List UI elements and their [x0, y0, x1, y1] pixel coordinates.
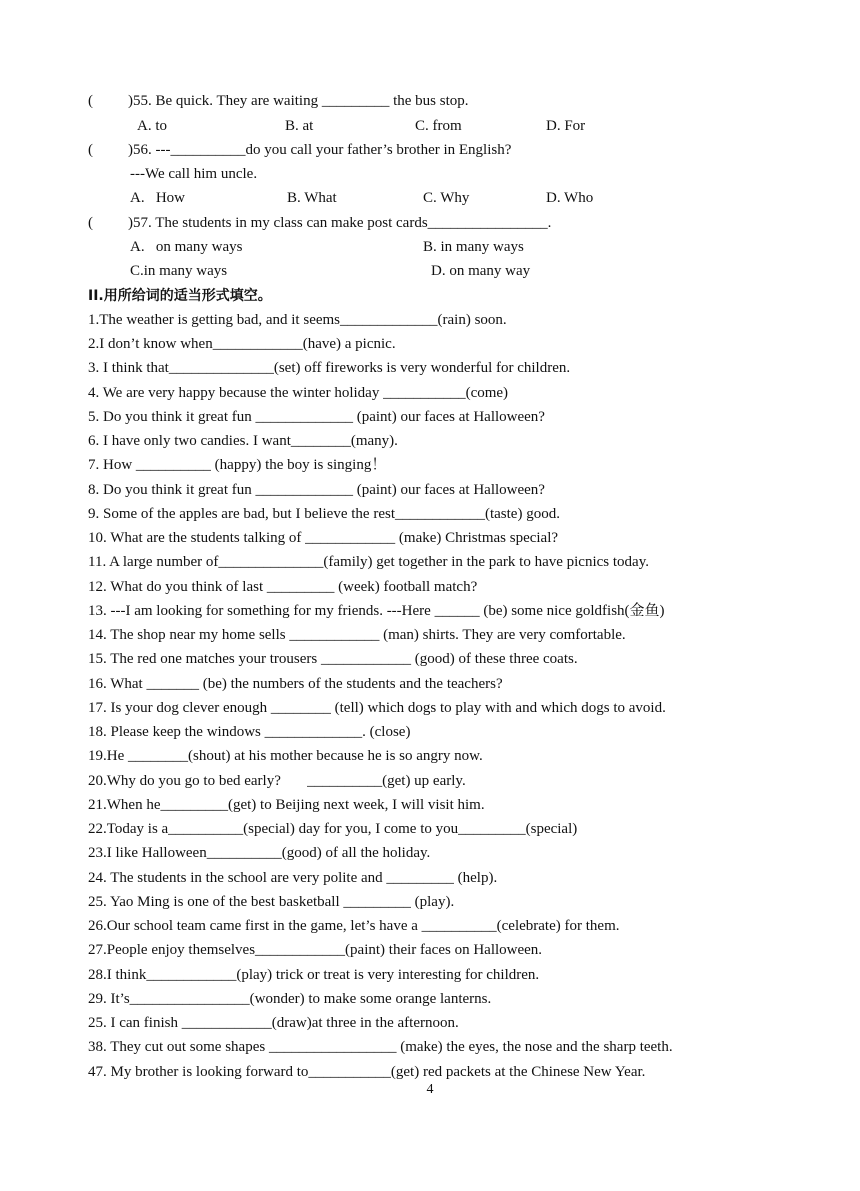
- fill-item-2: 2.I don’t know when____________(have) a picnic.: [88, 336, 396, 352]
- fill-item-10: 10. What are the students talking of ____________ (make) Christmas special?: [88, 530, 559, 546]
- fill-item-29: 29. It’s________________(wonder) to make some orange lanterns.: [88, 991, 492, 1007]
- fill-item-19: 19.He ________(shout) at his mother because he is so angry now.: [88, 748, 483, 764]
- paren-57: (: [88, 215, 93, 231]
- fill-item-22: 22.Today is a__________(special) day for you, I come to you_________(special): [88, 821, 578, 837]
- fill-item-11: 11. A large number of______________(family) get together in the park to have picnics today.: [88, 554, 649, 570]
- fill-item-25: 25. Yao Ming is one of the best basketball _________ (play).: [88, 894, 455, 910]
- fill-item-9: 9. Some of the apples are bad, but I believe the rest____________(taste) good.: [88, 506, 560, 522]
- fill-item-7: 7. How __________ (happy) the boy is singing！: [88, 457, 387, 473]
- paren-55: (: [88, 93, 93, 109]
- fill-item-4: 4. We are very happy because the winter holiday ___________(come): [88, 385, 509, 401]
- fill-item-5: 5. Do you think it great fun _____________ (paint) our faces at Halloween?: [88, 409, 545, 425]
- q55-option-c: C. from: [415, 118, 462, 134]
- q56-option-b: B. What: [287, 190, 337, 206]
- fill-item-25b: 25. I can finish ____________(draw)at three in the afternoon.: [88, 1015, 459, 1031]
- fill-item-23: 23.I like Halloween__________(good) of all the holiday.: [88, 845, 431, 861]
- fill-item-47: 47. My brother is looking forward to___________(get) red packets at the Chinese New Year.: [88, 1064, 646, 1080]
- question-57: )57. The students in my class can make post cards________________.: [128, 215, 552, 231]
- fill-item-38: 38. They cut out some shapes _________________ (make) the eyes, the nose and the sharp teeth.: [88, 1039, 673, 1055]
- paren-56: (: [88, 142, 93, 158]
- question-55: )55. Be quick. They are waiting _________ the bus stop.: [128, 93, 469, 109]
- fill-item-28: 28.I think____________(play) trick or treat is very interesting for children.: [88, 967, 540, 983]
- fill-item-15: 15. The red one matches your trousers ____________ (good) of these three coats.: [88, 651, 578, 667]
- fill-item-26: 26.Our school team came first in the game, let’s have a __________(celebrate) for them.: [88, 918, 620, 934]
- fill-item-8: 8. Do you think it great fun _____________ (paint) our faces at Halloween?: [88, 482, 545, 498]
- q55-option-a: A. to: [137, 118, 167, 134]
- fill-item-12: 12. What do you think of last _________ (week) football match?: [88, 579, 478, 595]
- fill-item-24: 24. The students in the school are very polite and _________ (help).: [88, 870, 498, 886]
- section-heading: II.用所给词的适当形式填空。: [88, 288, 272, 304]
- fill-item-3: 3. I think that______________(set) off fireworks is very wonderful for children.: [88, 360, 571, 376]
- q57-option-c: C.in many ways: [130, 263, 228, 279]
- q55-option-d: D. For: [546, 118, 586, 134]
- q56-option-d: D. Who: [546, 190, 594, 206]
- q57-option-b: B. in many ways: [423, 239, 524, 255]
- q56-option-c: C. Why: [423, 190, 470, 206]
- fill-item-16: 16. What _______ (be) the numbers of the students and the teachers?: [88, 676, 503, 692]
- q55-option-b: B. at: [285, 118, 314, 134]
- q57-option-d: D. on many way: [431, 263, 531, 279]
- q57-option-a: A. on many ways: [130, 239, 243, 255]
- fill-item-17: 17. Is your dog clever enough ________ (tell) which dogs to play with and which dogs to avoid.: [88, 700, 666, 716]
- fill-item-20: 20.Why do you go to bed early? __________(get) up early.: [88, 773, 466, 789]
- fill-item-14: 14. The shop near my home sells ____________ (man) shirts. They are very comfortable.: [88, 627, 626, 643]
- page-number: 4: [426, 1082, 434, 1097]
- fill-item-18: 18. Please keep the windows _____________. (close): [88, 724, 411, 740]
- fill-item-27: 27.People enjoy themselves____________(paint) their faces on Halloween.: [88, 942, 543, 958]
- question-56: )56. ---__________do you call your father’s brother in English?: [128, 142, 512, 158]
- fill-item-13: 13. ---I am looking for something for my friends. ---Here ______ (be) some nice goldfish(金鱼): [88, 603, 665, 619]
- q56-option-a: A. How: [130, 190, 185, 206]
- fill-item-21: 21.When he_________(get) to Beijing next week, I will visit him.: [88, 797, 485, 813]
- fill-item-1: 1.The weather is getting bad, and it seems_____________(rain) soon.: [88, 312, 507, 328]
- fill-item-6: 6. I have only two candies. I want________(many).: [88, 433, 398, 449]
- q56-followup: ---We call him uncle.: [130, 166, 258, 182]
